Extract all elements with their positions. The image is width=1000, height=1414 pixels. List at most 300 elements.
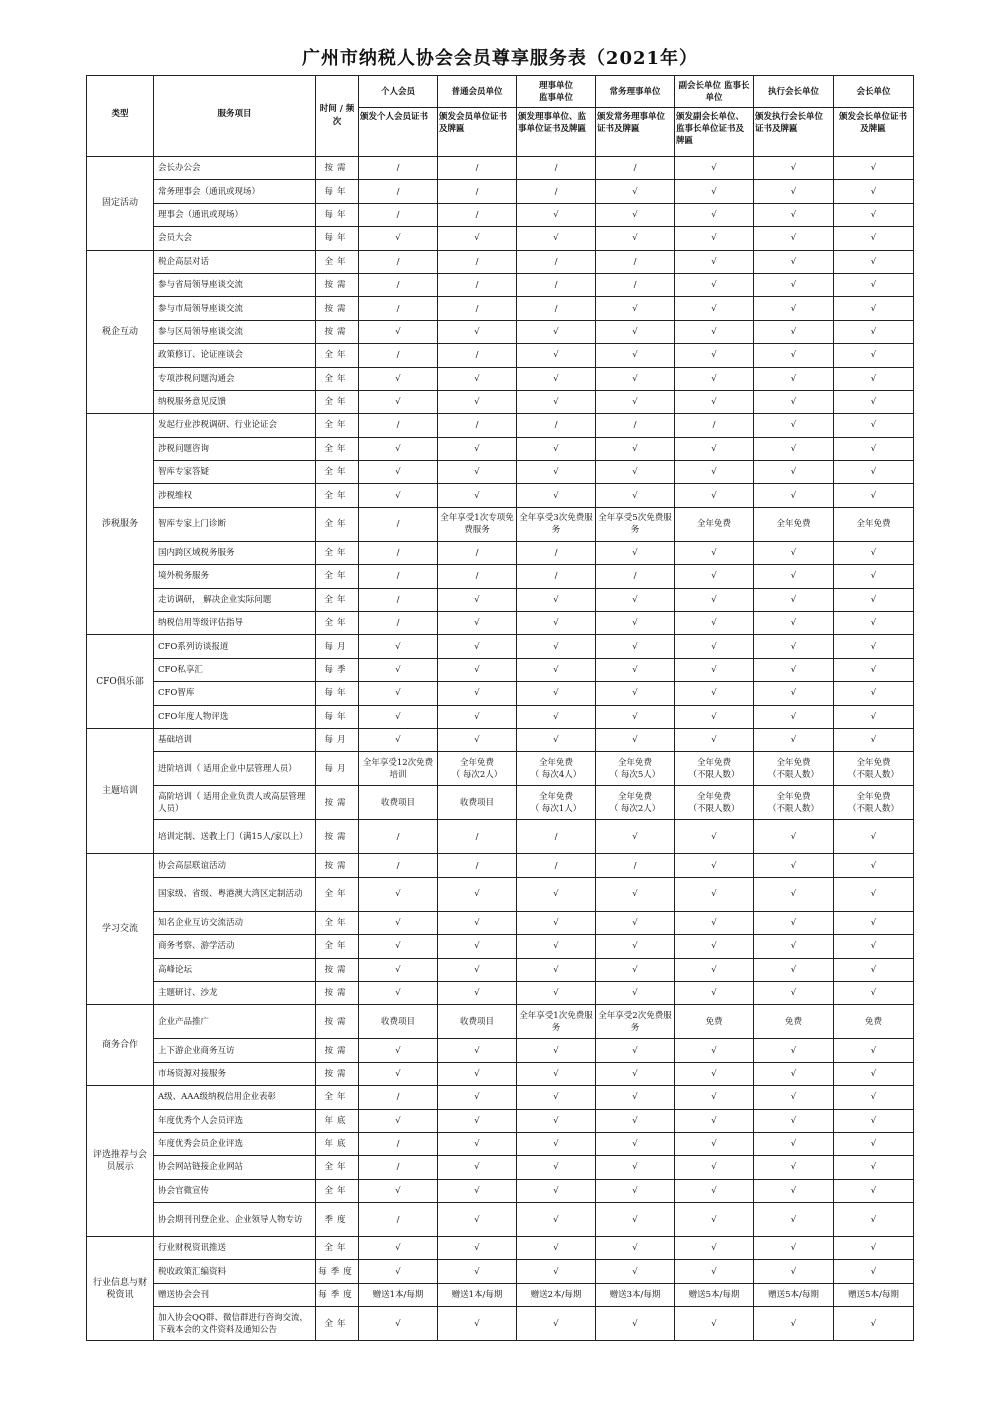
- benefit-cell: √: [517, 981, 596, 1004]
- benefit-cell: √: [596, 1039, 675, 1062]
- benefit-cell: /: [438, 541, 517, 564]
- table-row: [87, 250, 914, 273]
- benefit-cell: √: [675, 877, 754, 911]
- service-item-cell: CFO年度人物评选: [154, 705, 316, 728]
- benefit-cell: /: [596, 250, 675, 273]
- benefit-cell: 全年免费 （ 每次4人）: [517, 752, 596, 786]
- header-level-individual: 个人会员: [359, 76, 438, 108]
- table-row: [87, 705, 914, 728]
- benefit-cell: √: [517, 1307, 596, 1341]
- benefit-cell: √: [754, 1062, 834, 1085]
- service-item-cell: 年度优秀个人会员评选: [154, 1109, 316, 1132]
- benefit-cell: √: [517, 1039, 596, 1062]
- benefit-cell: √: [517, 1109, 596, 1132]
- benefit-cell: √: [438, 1237, 517, 1260]
- benefit-cell: √: [517, 437, 596, 460]
- benefit-cell: √: [517, 588, 596, 611]
- service-item-cell: 涉税问题咨询: [154, 437, 316, 460]
- benefit-cell: √: [517, 1260, 596, 1283]
- benefit-cell: √: [517, 911, 596, 934]
- benefit-cell: 全年免费 （ 每次2人）: [438, 752, 517, 786]
- benefit-cell: √: [359, 877, 438, 911]
- benefit-cell: /: [438, 203, 517, 226]
- benefit-cell: √: [834, 1307, 914, 1341]
- category-cell: 固定活动: [87, 157, 154, 251]
- benefit-cell: √: [438, 635, 517, 658]
- benefit-cell: √: [834, 1132, 914, 1155]
- benefit-cell: √: [438, 588, 517, 611]
- frequency-cell: 年底: [316, 1132, 359, 1155]
- benefit-cell: 全年免费: [834, 507, 914, 541]
- table-row: [87, 227, 914, 250]
- frequency-cell: 全年: [316, 612, 359, 635]
- table-row: [87, 565, 914, 588]
- frequency-cell: 季度: [316, 1203, 359, 1237]
- benefit-cell: √: [438, 612, 517, 635]
- benefit-cell: √: [675, 565, 754, 588]
- benefit-cell: √: [517, 877, 596, 911]
- benefit-cell: /: [438, 157, 517, 180]
- benefit-cell: √: [438, 658, 517, 681]
- benefit-cell: √: [359, 1307, 438, 1341]
- benefit-cell: 收费项目: [359, 1005, 438, 1039]
- benefit-cell: /: [438, 273, 517, 296]
- benefit-cell: √: [754, 935, 834, 958]
- benefit-cell: 赠送5本/每期: [675, 1283, 754, 1306]
- benefit-cell: √: [754, 1132, 834, 1155]
- benefit-cell: √: [438, 981, 517, 1004]
- header-row-levels: [87, 76, 914, 108]
- benefit-cell: √: [675, 728, 754, 751]
- table-row: [87, 1005, 914, 1039]
- benefit-cell: √: [834, 565, 914, 588]
- table-body: [87, 76, 914, 1341]
- table-row: [87, 180, 914, 203]
- benefit-cell: √: [754, 484, 834, 507]
- service-item-cell: 参与区局领导座谈交流: [154, 320, 316, 343]
- benefit-cell: √: [834, 958, 914, 981]
- benefit-cell: √: [675, 484, 754, 507]
- benefit-cell: 赠送1本/每期: [359, 1283, 438, 1306]
- benefit-cell: √: [438, 877, 517, 911]
- category-cell: 学习交流: [87, 854, 154, 1005]
- benefit-cell: 全年享受1次免费服务: [517, 1005, 596, 1039]
- benefit-cell: √: [517, 682, 596, 705]
- table-row: [87, 1109, 914, 1132]
- header-level-president: 会长单位: [834, 76, 914, 108]
- frequency-cell: 全年: [316, 1086, 359, 1109]
- benefit-cell: √: [596, 935, 675, 958]
- benefit-cell: 赠送1本/每期: [438, 1283, 517, 1306]
- service-item-cell: 高峰论坛: [154, 958, 316, 981]
- benefit-cell: √: [675, 1203, 754, 1237]
- benefit-cell: /: [438, 250, 517, 273]
- benefit-cell: √: [596, 1086, 675, 1109]
- benefit-cell: √: [438, 1086, 517, 1109]
- benefit-cell: √: [834, 390, 914, 413]
- benefit-cell: √: [675, 588, 754, 611]
- benefit-cell: √: [596, 227, 675, 250]
- benefit-cell: √: [675, 820, 754, 854]
- table-row: [87, 461, 914, 484]
- benefit-cell: /: [359, 157, 438, 180]
- benefit-cell: /: [517, 297, 596, 320]
- benefit-cell: √: [754, 854, 834, 877]
- header-frequency: 时间 / 频次: [316, 76, 359, 157]
- benefit-cell: √: [675, 1062, 754, 1085]
- table-row: [87, 854, 914, 877]
- frequency-cell: 按需: [316, 157, 359, 180]
- benefit-cell: √: [596, 180, 675, 203]
- frequency-cell: 全年: [316, 877, 359, 911]
- benefit-cell: √: [834, 203, 914, 226]
- benefit-cell: √: [596, 437, 675, 460]
- frequency-cell: 每季度: [316, 1283, 359, 1306]
- benefit-cell: √: [596, 1109, 675, 1132]
- table-row: [87, 635, 914, 658]
- benefit-cell: 全年免费 （不限人数）: [754, 786, 834, 820]
- header-cert-individual: 颁发个人会员证书: [359, 108, 438, 157]
- service-item-cell: 境外税务服务: [154, 565, 316, 588]
- table-row: [87, 1237, 914, 1260]
- header-level-vice-president: 副会长单位 监事长单位: [675, 76, 754, 108]
- benefit-cell: √: [596, 1260, 675, 1283]
- benefit-cell: √: [517, 320, 596, 343]
- benefit-cell: √: [675, 705, 754, 728]
- service-item-cell: 理事会（通讯或现场）: [154, 203, 316, 226]
- frequency-cell: 按需: [316, 854, 359, 877]
- benefit-cell: √: [834, 854, 914, 877]
- benefit-cell: 收费项目: [359, 786, 438, 820]
- benefit-cell: √: [359, 390, 438, 413]
- benefit-cell: /: [359, 344, 438, 367]
- benefit-cell: √: [834, 367, 914, 390]
- benefit-cell: √: [675, 682, 754, 705]
- benefit-cell: 全年免费 （不限人数）: [834, 786, 914, 820]
- frequency-cell: 全年: [316, 541, 359, 564]
- benefit-cell: √: [517, 935, 596, 958]
- benefit-cell: √: [517, 635, 596, 658]
- benefit-cell: √: [675, 273, 754, 296]
- benefit-cell: √: [359, 1039, 438, 1062]
- benefit-cell: √: [834, 414, 914, 437]
- benefit-cell: √: [754, 877, 834, 911]
- service-item-cell: 商务考察、游学活动: [154, 935, 316, 958]
- table-row: [87, 1062, 914, 1085]
- benefit-cell: √: [517, 1203, 596, 1237]
- header-service: 服务项目: [154, 76, 316, 157]
- service-item-cell: CFO系列访谈报道: [154, 635, 316, 658]
- benefit-cell: √: [438, 911, 517, 934]
- benefit-cell: /: [438, 344, 517, 367]
- benefit-cell: √: [675, 935, 754, 958]
- table-row: [87, 541, 914, 564]
- benefit-cell: √: [359, 1062, 438, 1085]
- benefit-cell: √: [754, 1039, 834, 1062]
- benefit-cell: √: [359, 682, 438, 705]
- service-item-cell: 高阶培训（ 适用企业负责人或高层管理人员）: [154, 786, 316, 820]
- benefit-cell: /: [359, 1132, 438, 1155]
- frequency-cell: 全年: [316, 437, 359, 460]
- service-item-cell: 协会官微宣传: [154, 1179, 316, 1202]
- header-level-ordinary: 普通会员单位: [438, 76, 517, 108]
- benefit-cell: √: [438, 1156, 517, 1179]
- service-item-cell: 会员大会: [154, 227, 316, 250]
- benefit-cell: /: [517, 180, 596, 203]
- benefit-cell: /: [359, 507, 438, 541]
- benefit-cell: /: [359, 297, 438, 320]
- header-level-standing-director: 常务理事单位: [596, 76, 675, 108]
- frequency-cell: 全年: [316, 1179, 359, 1202]
- benefit-cell: /: [359, 180, 438, 203]
- benefit-cell: √: [754, 958, 834, 981]
- benefit-cell: √: [675, 1039, 754, 1062]
- benefit-cell: √: [438, 320, 517, 343]
- benefit-cell: 全年免费 （ 每次2人）: [596, 786, 675, 820]
- benefit-cell: √: [754, 297, 834, 320]
- benefit-cell: √: [517, 344, 596, 367]
- benefit-cell: √: [754, 1237, 834, 1260]
- frequency-cell: 按需: [316, 958, 359, 981]
- benefit-cell: √: [834, 588, 914, 611]
- benefit-cell: √: [754, 1086, 834, 1109]
- benefit-cell: √: [596, 1179, 675, 1202]
- service-item-cell: 行业财税资讯推送: [154, 1237, 316, 1260]
- service-item-cell: 涉税维权: [154, 484, 316, 507]
- benefit-cell: /: [596, 157, 675, 180]
- table-row: [87, 981, 914, 1004]
- benefit-cell: 全年免费 （不限人数）: [675, 752, 754, 786]
- benefit-cell: √: [675, 1237, 754, 1260]
- table-row: [87, 437, 914, 460]
- table-row: [87, 157, 914, 180]
- benefit-cell: √: [834, 1156, 914, 1179]
- benefit-cell: /: [517, 565, 596, 588]
- frequency-cell: 按需: [316, 1039, 359, 1062]
- benefit-cell: √: [596, 320, 675, 343]
- benefit-cell: √: [675, 981, 754, 1004]
- benefit-cell: 赠送5本/每期: [754, 1283, 834, 1306]
- benefit-cell: /: [359, 1203, 438, 1237]
- benefit-cell: √: [754, 390, 834, 413]
- category-cell: 商务合作: [87, 1005, 154, 1086]
- service-item-cell: 上下游企业商务互访: [154, 1039, 316, 1062]
- table-row: [87, 1203, 914, 1237]
- benefit-cell: √: [754, 728, 834, 751]
- service-item-cell: 纳税信用等级评估指导: [154, 612, 316, 635]
- benefit-cell: √: [517, 1156, 596, 1179]
- benefit-cell: √: [596, 367, 675, 390]
- benefit-cell: √: [754, 981, 834, 1004]
- benefit-cell: √: [359, 227, 438, 250]
- category-cell: CFO俱乐部: [87, 635, 154, 729]
- benefit-cell: /: [359, 588, 438, 611]
- benefit-cell: √: [675, 1179, 754, 1202]
- frequency-cell: 每季度: [316, 1260, 359, 1283]
- benefit-cell: /: [517, 157, 596, 180]
- benefit-cell: √: [438, 1307, 517, 1341]
- benefit-cell: √: [596, 297, 675, 320]
- service-item-cell: CFO私享汇: [154, 658, 316, 681]
- benefit-cell: √: [834, 484, 914, 507]
- benefit-cell: /: [359, 1086, 438, 1109]
- benefit-cell: √: [834, 1086, 914, 1109]
- benefit-cell: 全年免费: [754, 507, 834, 541]
- benefit-cell: √: [675, 1307, 754, 1341]
- benefit-cell: /: [438, 180, 517, 203]
- benefit-cell: √: [834, 1062, 914, 1085]
- benefit-cell: √: [754, 705, 834, 728]
- table-row: [87, 877, 914, 911]
- benefit-cell: √: [754, 203, 834, 226]
- benefit-cell: √: [438, 227, 517, 250]
- benefit-cell: √: [675, 541, 754, 564]
- table-row: [87, 682, 914, 705]
- benefit-cell: √: [675, 1109, 754, 1132]
- benefit-cell: √: [438, 1039, 517, 1062]
- benefit-cell: √: [834, 1179, 914, 1202]
- service-item-cell: 专项涉税问题沟通会: [154, 367, 316, 390]
- table-row: [87, 367, 914, 390]
- benefit-cell: /: [359, 1156, 438, 1179]
- service-item-cell: 智库专家上门诊断: [154, 507, 316, 541]
- frequency-cell: 按需: [316, 273, 359, 296]
- frequency-cell: 全年: [316, 911, 359, 934]
- benefit-cell: √: [675, 297, 754, 320]
- service-item-cell: 企业产品推广: [154, 1005, 316, 1039]
- table-row: [87, 414, 914, 437]
- benefit-cell: √: [754, 658, 834, 681]
- benefit-cell: 免费: [834, 1005, 914, 1039]
- service-item-cell: 参与省局领导座谈交流: [154, 273, 316, 296]
- benefit-cell: √: [517, 728, 596, 751]
- benefit-cell: √: [834, 541, 914, 564]
- benefit-cell: √: [834, 250, 914, 273]
- category-cell: 主题培训: [87, 728, 154, 853]
- benefit-cell: √: [675, 203, 754, 226]
- frequency-cell: 全年: [316, 461, 359, 484]
- benefit-cell: √: [596, 658, 675, 681]
- frequency-cell: 每月: [316, 728, 359, 751]
- table-row: [87, 1260, 914, 1283]
- benefit-cell: /: [517, 414, 596, 437]
- benefit-cell: √: [834, 1260, 914, 1283]
- frequency-cell: 按需: [316, 297, 359, 320]
- frequency-cell: 每年: [316, 705, 359, 728]
- benefit-cell: √: [754, 1307, 834, 1341]
- table-row: [87, 658, 914, 681]
- table-row: [87, 786, 914, 820]
- benefit-cell: √: [438, 1203, 517, 1237]
- benefit-cell: 全年免费 （不限人数）: [834, 752, 914, 786]
- benefit-cell: √: [359, 911, 438, 934]
- benefit-cell: √: [517, 1132, 596, 1155]
- benefit-cell: √: [359, 484, 438, 507]
- benefit-cell: 全年享受2次免费服务: [596, 1005, 675, 1039]
- header-cert-director: 颁发理事单位、监事单位证书及牌匾: [517, 108, 596, 157]
- benefit-cell: √: [754, 541, 834, 564]
- category-cell: 评选推荐与会员展示: [87, 1086, 154, 1237]
- frequency-cell: 全年: [316, 390, 359, 413]
- benefit-cell: √: [675, 157, 754, 180]
- frequency-cell: 全年: [316, 507, 359, 541]
- benefit-cell: √: [359, 320, 438, 343]
- header-cert-president: 颁发会长单位证书及牌匾: [834, 108, 914, 157]
- header-cert-executive-president: 颁发执行会长单位证书及牌匾: [754, 108, 834, 157]
- benefit-cell: √: [438, 728, 517, 751]
- benefit-cell: 全年免费 （不限人数）: [754, 752, 834, 786]
- benefit-cell: /: [596, 854, 675, 877]
- table-row: [87, 344, 914, 367]
- benefit-cell: √: [517, 227, 596, 250]
- benefit-cell: √: [834, 1109, 914, 1132]
- benefit-cell: √: [834, 635, 914, 658]
- service-item-cell: 政策修订、论证座谈会: [154, 344, 316, 367]
- benefit-cell: √: [596, 1307, 675, 1341]
- benefit-cell: √: [675, 658, 754, 681]
- benefit-cell: √: [359, 658, 438, 681]
- header-cert-standing-director: 颁发常务理事单位证书及牌匾: [596, 108, 675, 157]
- benefit-cell: /: [438, 820, 517, 854]
- benefit-cell: /: [517, 820, 596, 854]
- benefit-cell: √: [834, 461, 914, 484]
- benefit-cell: √: [675, 344, 754, 367]
- service-item-cell: 走访调研， 解决企业实际问题: [154, 588, 316, 611]
- benefit-cell: √: [834, 227, 914, 250]
- table-row: [87, 1039, 914, 1062]
- benefit-cell: √: [517, 1179, 596, 1202]
- service-item-cell: 智库专家答疑: [154, 461, 316, 484]
- service-item-cell: 知名企业互访交流活动: [154, 911, 316, 934]
- benefit-cell: √: [596, 344, 675, 367]
- frequency-cell: 每年: [316, 203, 359, 226]
- service-item-cell: 国内跨区域税务服务: [154, 541, 316, 564]
- benefit-cell: /: [359, 820, 438, 854]
- benefit-cell: √: [517, 612, 596, 635]
- header-category: 类型: [87, 76, 154, 157]
- frequency-cell: 全年: [316, 935, 359, 958]
- benefit-cell: √: [754, 344, 834, 367]
- benefit-cell: √: [754, 180, 834, 203]
- benefit-cell: √: [359, 981, 438, 1004]
- benefit-cell: √: [438, 390, 517, 413]
- benefit-cell: √: [834, 658, 914, 681]
- table-row: [87, 273, 914, 296]
- frequency-cell: 全年: [316, 1307, 359, 1341]
- benefit-cell: √: [596, 728, 675, 751]
- benefit-cell: √: [517, 484, 596, 507]
- benefit-cell: √: [834, 1039, 914, 1062]
- frequency-cell: 全年: [316, 1237, 359, 1260]
- table-row: [87, 612, 914, 635]
- service-item-cell: 参与市局领导座谈交流: [154, 297, 316, 320]
- benefit-cell: √: [834, 437, 914, 460]
- frequency-cell: 全年: [316, 367, 359, 390]
- benefit-cell: √: [754, 273, 834, 296]
- benefit-cell: √: [754, 157, 834, 180]
- benefit-cell: √: [596, 1132, 675, 1155]
- benefit-cell: 赠送5本/每期: [834, 1283, 914, 1306]
- benefit-cell: √: [675, 1156, 754, 1179]
- benefit-cell: √: [834, 273, 914, 296]
- benefit-cell: √: [754, 320, 834, 343]
- benefit-cell: √: [675, 390, 754, 413]
- frequency-cell: 按需: [316, 786, 359, 820]
- benefit-cell: √: [359, 635, 438, 658]
- table-row: [87, 588, 914, 611]
- benefit-cell: √: [754, 367, 834, 390]
- benefit-cell: √: [675, 612, 754, 635]
